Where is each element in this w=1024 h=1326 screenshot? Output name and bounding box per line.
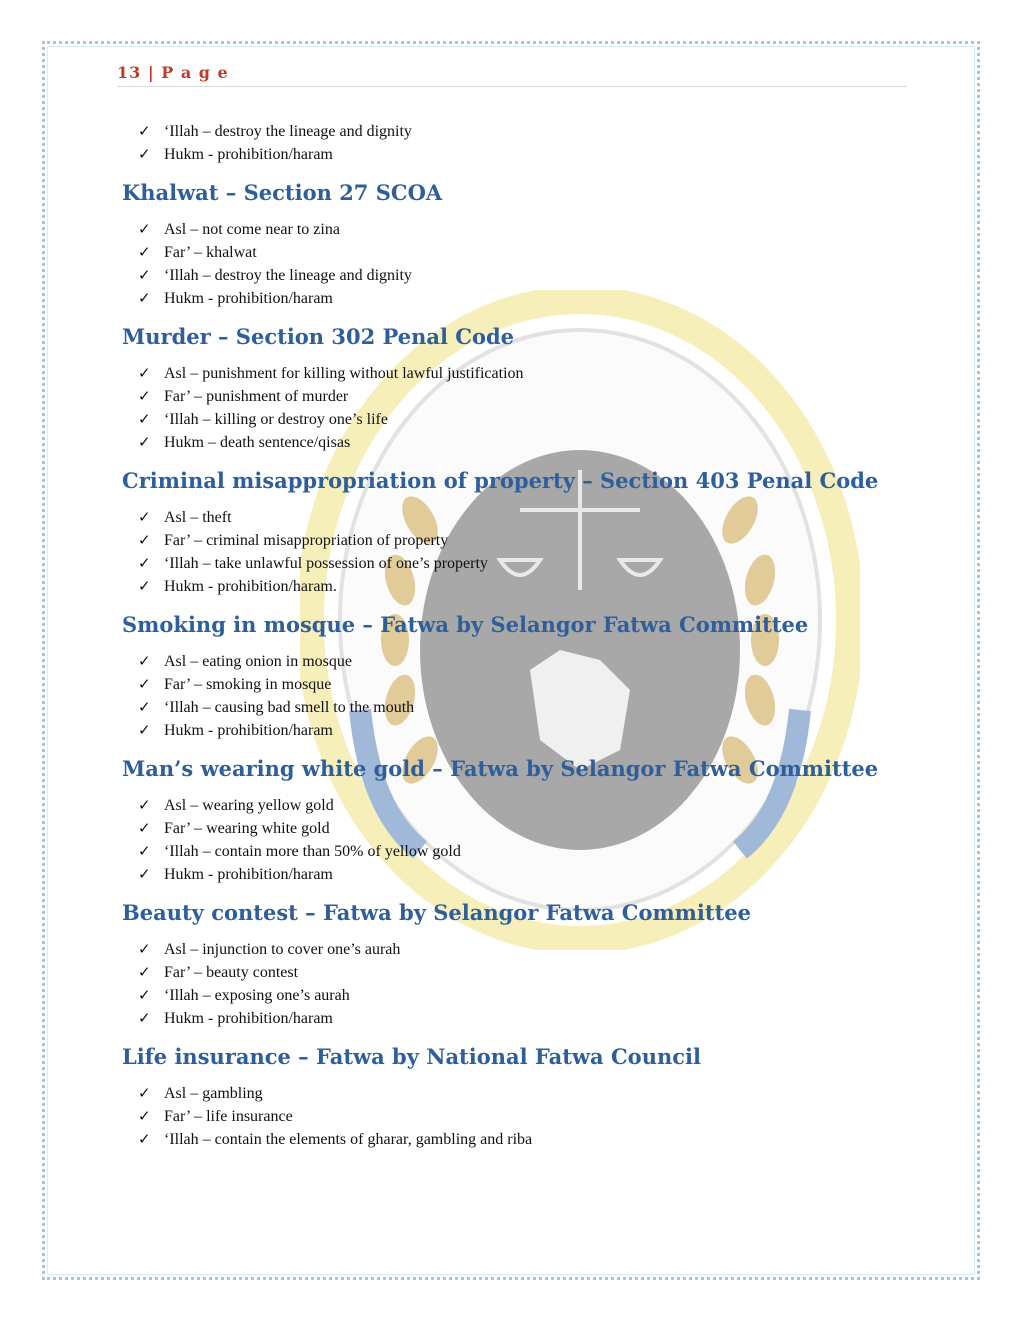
checkmark-icon: ✓ (138, 796, 151, 814)
section (122, 322, 912, 466)
section-list (122, 650, 912, 742)
list-item-text: Far’ – life insurance (164, 1108, 293, 1125)
list-item-text: Far’ – punishment of murder (164, 388, 349, 405)
list-item (138, 719, 912, 742)
section-list (122, 218, 912, 310)
list-item (138, 984, 912, 1007)
list-item (138, 938, 912, 961)
checkmark-icon: ✓ (138, 1009, 151, 1027)
checkmark-icon: ✓ (138, 721, 151, 739)
checkmark-icon: ✓ (138, 1107, 151, 1125)
section-heading: Khalwat – Section 27 SCOA (122, 180, 443, 205)
list-item (138, 241, 912, 264)
list-item-text: Hukm - prohibition/haram (164, 1010, 333, 1027)
list-item-text: Hukm - prohibition/haram (164, 866, 333, 883)
list-item-text: Asl – gambling (164, 1085, 263, 1102)
list-item-text: ‘Illah – destroy the lineage and dignity (164, 123, 412, 140)
checkmark-icon: ✓ (138, 652, 151, 670)
list-item-text: Far’ – criminal misappropriation of property (164, 532, 449, 549)
section (122, 610, 912, 754)
section-heading: Life insurance – Fatwa by National Fatwa Council (122, 1044, 701, 1069)
list-item (138, 264, 912, 287)
intro-list (122, 120, 912, 166)
list-item (138, 794, 912, 817)
section (122, 1042, 912, 1163)
section-list (122, 938, 912, 1030)
list-item (138, 1082, 912, 1105)
list-item-text: Hukm - prohibition/haram (164, 146, 333, 163)
checkmark-icon: ✓ (138, 220, 151, 238)
list-item (138, 1007, 912, 1030)
list-item (138, 840, 912, 863)
checkmark-icon: ✓ (138, 986, 151, 1004)
list-item (138, 362, 912, 385)
checkmark-icon: ✓ (138, 145, 151, 163)
list-item-text: Asl – not come near to zina (164, 221, 340, 238)
checkmark-icon: ✓ (138, 698, 151, 716)
section-heading: Smoking in mosque – Fatwa by Selangor Fatwa Committee (122, 612, 809, 637)
list-item-text: ‘Illah – contain the elements of gharar, gambling and riba (164, 1131, 533, 1148)
list-item (138, 218, 912, 241)
checkmark-icon: ✓ (138, 1130, 151, 1148)
checkmark-icon: ✓ (138, 508, 151, 526)
list-item (138, 431, 912, 454)
section-list (122, 1082, 912, 1151)
list-item-text: ‘Illah – causing bad smell to the mouth (164, 699, 415, 716)
sections-container (122, 178, 912, 1163)
checkmark-icon: ✓ (138, 675, 151, 693)
list-item (138, 287, 912, 310)
checkmark-icon: ✓ (138, 819, 151, 837)
checkmark-icon: ✓ (138, 243, 151, 261)
list-item-text: ‘Illah – destroy the lineage and dignity (164, 267, 412, 284)
list-item-text: Asl – eating onion in mosque (164, 653, 352, 670)
list-item (138, 143, 912, 166)
checkmark-icon: ✓ (138, 554, 151, 572)
section (122, 898, 912, 1042)
checkmark-icon: ✓ (138, 266, 151, 284)
checkmark-icon: ✓ (138, 122, 151, 140)
list-item-text: Hukm – death sentence/qisas (164, 434, 351, 451)
list-item-text: Far’ – khalwat (164, 244, 257, 261)
checkmark-icon: ✓ (138, 1084, 151, 1102)
section-heading: Beauty contest – Fatwa by Selangor Fatwa Committee (122, 900, 751, 925)
list-item-text: ‘Illah – contain more than 50% of yellow gold (164, 843, 461, 860)
section (122, 754, 912, 898)
list-item (138, 673, 912, 696)
checkmark-icon: ✓ (138, 865, 151, 883)
list-item (138, 863, 912, 886)
list-item-text: ‘Illah – exposing one’s aurah (164, 987, 350, 1004)
list-item-text: Far’ – smoking in mosque (164, 676, 332, 693)
list-item-text: Asl – wearing yellow gold (164, 797, 334, 814)
list-item (138, 506, 912, 529)
checkmark-icon: ✓ (138, 531, 151, 549)
list-item (138, 1105, 912, 1128)
section (122, 466, 912, 610)
list-item-text: Far’ – beauty contest (164, 964, 299, 981)
checkmark-icon: ✓ (138, 387, 151, 405)
list-item (138, 575, 912, 598)
section-list (122, 362, 912, 454)
section (122, 178, 912, 322)
list-item-text: ‘Illah – killing or destroy one’s life (164, 411, 388, 428)
list-item (138, 696, 912, 719)
checkmark-icon: ✓ (138, 433, 151, 451)
list-item (138, 120, 912, 143)
checkmark-icon: ✓ (138, 289, 151, 307)
checkmark-icon: ✓ (138, 410, 151, 428)
checkmark-icon: ✓ (138, 963, 151, 981)
list-item (138, 408, 912, 431)
section-list (122, 794, 912, 886)
checkmark-icon: ✓ (138, 577, 151, 595)
page-number-label: 13 | P a g e (117, 63, 229, 82)
list-item (138, 385, 912, 408)
list-item-text: Hukm - prohibition/haram (164, 722, 333, 739)
list-item (138, 1128, 912, 1151)
list-item-text: Asl – theft (164, 509, 232, 526)
section-heading: Man’s wearing white gold – Fatwa by Selangor Fatwa Committee (122, 756, 879, 781)
list-item-text: Far’ – wearing white gold (164, 820, 330, 837)
page-header (117, 60, 907, 87)
list-item-text: Asl – punishment for killing without lawful justification (164, 365, 524, 382)
list-item-text: Hukm - prohibition/haram. (164, 578, 337, 595)
list-item-text: ‘Illah – take unlawful possession of one’s property (164, 555, 488, 572)
list-item (138, 529, 912, 552)
section-heading: Murder – Section 302 Penal Code (122, 324, 515, 349)
section-list (122, 506, 912, 598)
list-item-text: Asl – injunction to cover one’s aurah (164, 941, 401, 958)
checkmark-icon: ✓ (138, 842, 151, 860)
list-item (138, 961, 912, 984)
list-item (138, 552, 912, 575)
list-item (138, 650, 912, 673)
list-item-text: Hukm - prohibition/haram (164, 290, 333, 307)
checkmark-icon: ✓ (138, 940, 151, 958)
checkmark-icon: ✓ (138, 364, 151, 382)
section-heading: Criminal misappropriation of property – Section 403 Penal Code (122, 468, 879, 493)
list-item (138, 817, 912, 840)
document-body (122, 120, 912, 1163)
